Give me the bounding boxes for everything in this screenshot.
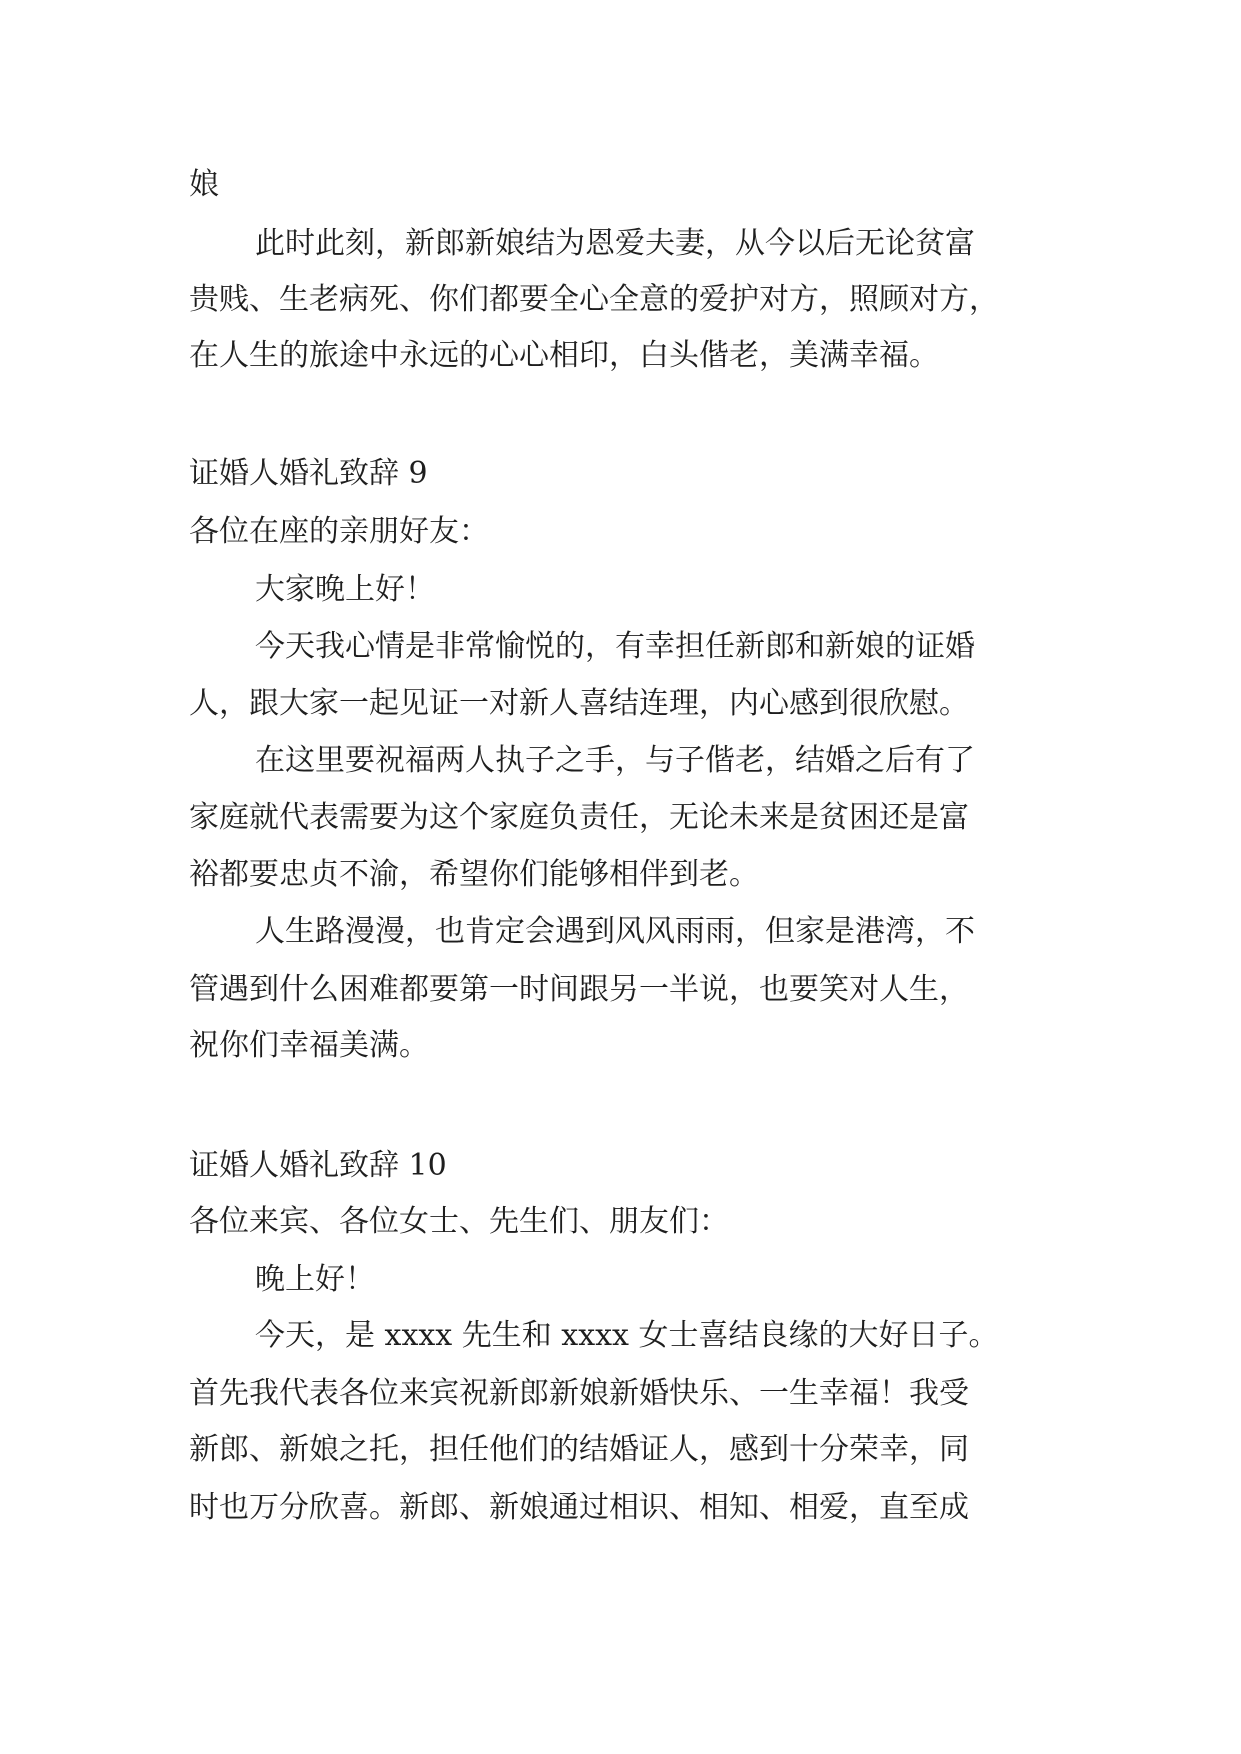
paragraph-line: 时也万分欣喜。新郎、新娘通过相识、相知、相爱，直至成 [189, 1490, 969, 1525]
greeting: 晚上好！ [255, 1262, 375, 1297]
paragraph-line: 今天，是 xxxx 先生和 xxxx 女士喜结良缘的大好日子。 [255, 1318, 999, 1353]
paragraph-line: 祝你们幸福美满。 [189, 1028, 429, 1063]
salutation: 各位来宾、各位女士、先生们、朋友们： [189, 1204, 729, 1239]
paragraph-line: 管遇到什么困难都要第一时间跟另一半说，也要笑对人生， [189, 972, 969, 1007]
section-heading: 证婚人婚礼致辞 9 [189, 456, 428, 491]
paragraph-line: 此时此刻，新郎新娘结为恩爱夫妻，从今以后无论贫富 [255, 226, 975, 261]
paragraph-line: 家庭就代表需要为这个家庭负责任，无论未来是贫困还是富 [189, 800, 969, 835]
paragraph-line: 人生路漫漫，也肯定会遇到风风雨雨，但家是港湾，不 [255, 914, 975, 949]
paragraph-line: 新郎、新娘之托，担任他们的结婚证人，感到十分荣幸，同 [189, 1432, 969, 1467]
paragraph-line: 在人生的旅途中永远的心心相印，白头偕老，美满幸福。 [189, 338, 939, 373]
paragraph-line: 今天我心情是非常愉悦的，有幸担任新郎和新娘的证婚 [255, 629, 975, 664]
paragraph-line: 裕都要忠贞不渝，希望你们能够相伴到老。 [189, 857, 759, 892]
paragraph-line: 首先我代表各位来宾祝新郎新娘新婚快乐、一生幸福！我受 [189, 1376, 969, 1411]
paragraph-line: 人，跟大家一起见证一对新人喜结连理，内心感到很欣慰。 [189, 686, 969, 721]
salutation: 各位在座的亲朋好友： [189, 514, 489, 549]
text-line: 娘 [189, 167, 219, 202]
paragraph-line: 贵贱、生老病死、你们都要全心全意的爱护对方，照顾对方， [189, 282, 999, 317]
paragraph-line: 在这里要祝福两人执子之手，与子偕老，结婚之后有了 [255, 743, 975, 778]
section-heading: 证婚人婚礼致辞 10 [189, 1148, 447, 1183]
greeting: 大家晚上好！ [255, 572, 435, 607]
